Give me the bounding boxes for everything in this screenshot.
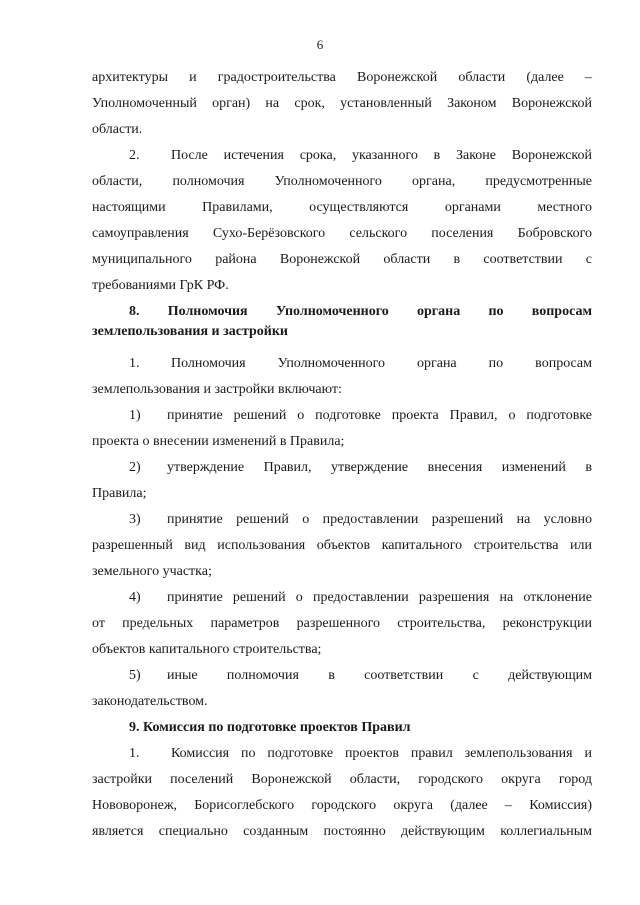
text-line: Правила; bbox=[92, 486, 147, 501]
section-9-item-1 bbox=[129, 744, 592, 764]
paragraph-2-first-line bbox=[129, 146, 592, 166]
section-8-heading-cont: землепользования и застройки bbox=[92, 324, 288, 339]
list-item-5 bbox=[129, 666, 592, 686]
text-line: муниципального района Воронежской области в соответствии с bbox=[92, 252, 592, 267]
text: принятие решений о предоставлении разрешений на условно bbox=[167, 512, 592, 527]
text-line: застройки поселений Воронежской области, городского округа город bbox=[92, 772, 592, 787]
section-8-item-1 bbox=[129, 354, 592, 374]
list-item-2 bbox=[129, 458, 592, 478]
list-number: 4) bbox=[129, 590, 141, 605]
text-line: Уполномоченный орган) на срок, установленный Законом Воронежской bbox=[92, 96, 592, 111]
list-number: 1) bbox=[129, 408, 141, 423]
paragraph-number: 1. bbox=[129, 746, 140, 761]
section-8-heading: 8. Полномочия Уполномоченного органа по вопросам bbox=[129, 304, 592, 319]
text: принятие решений о предоставлении разрешения на отклонение bbox=[167, 590, 592, 605]
text: Полномочия Уполномоченного органа по вопросам bbox=[171, 356, 592, 371]
text: После истечения срока, указанного в Законе Воронежской bbox=[171, 148, 592, 163]
list-item-4 bbox=[129, 588, 592, 608]
text-line: от предельных параметров разрешенного строительства, реконструкции bbox=[92, 616, 592, 631]
text-line: области, полномочия Уполномоченного органа, предусмотренные bbox=[92, 174, 592, 189]
list-item-1 bbox=[129, 406, 592, 426]
text: принятие решений о подготовке проекта Правил, о подготовке bbox=[167, 408, 592, 423]
paragraph-number: 2. bbox=[129, 148, 140, 163]
text-line: землепользования и застройки включают: bbox=[92, 382, 342, 397]
text: утверждение Правил, утверждение внесения изменений в bbox=[167, 460, 592, 475]
text-line: проекта о внесении изменений в Правила; bbox=[92, 434, 345, 449]
list-number: 5) bbox=[129, 668, 141, 683]
text-line: земельного участка; bbox=[92, 564, 212, 579]
text: иные полномочия в соответствии с действующим bbox=[167, 668, 592, 683]
page-number: 6 bbox=[316, 37, 324, 52]
text-line: Нововоронеж, Борисоглебского городского округа (далее – Комиссия) bbox=[92, 798, 592, 813]
list-number: 3) bbox=[129, 512, 141, 527]
text-line: архитектуры и градостроительства Воронежской области (далее – bbox=[92, 70, 592, 85]
section-9-heading: 9. Комиссия по подготовке проектов Правил bbox=[129, 720, 411, 735]
text-line: разрешенный вид использования объектов капитального строительства или bbox=[92, 538, 592, 553]
paragraph-number: 1. bbox=[129, 356, 140, 371]
text-line: области. bbox=[92, 122, 143, 137]
text-line: самоуправления Сухо-Берёзовского сельского поселения Бобровского bbox=[92, 226, 592, 241]
text-line: объектов капитального строительства; bbox=[92, 642, 322, 657]
list-number: 2) bbox=[129, 460, 141, 475]
text-line: является специально созданным постоянно действующим коллегиальным bbox=[92, 824, 592, 839]
text-line: настоящими Правилами, осуществляются органами местного bbox=[92, 200, 592, 215]
text-line: требованиями ГрК РФ. bbox=[92, 278, 229, 293]
text-line: законодательством. bbox=[92, 694, 208, 709]
list-item-3 bbox=[129, 510, 592, 530]
text: Комиссия по подготовке проектов правил землепользования и bbox=[171, 746, 592, 761]
